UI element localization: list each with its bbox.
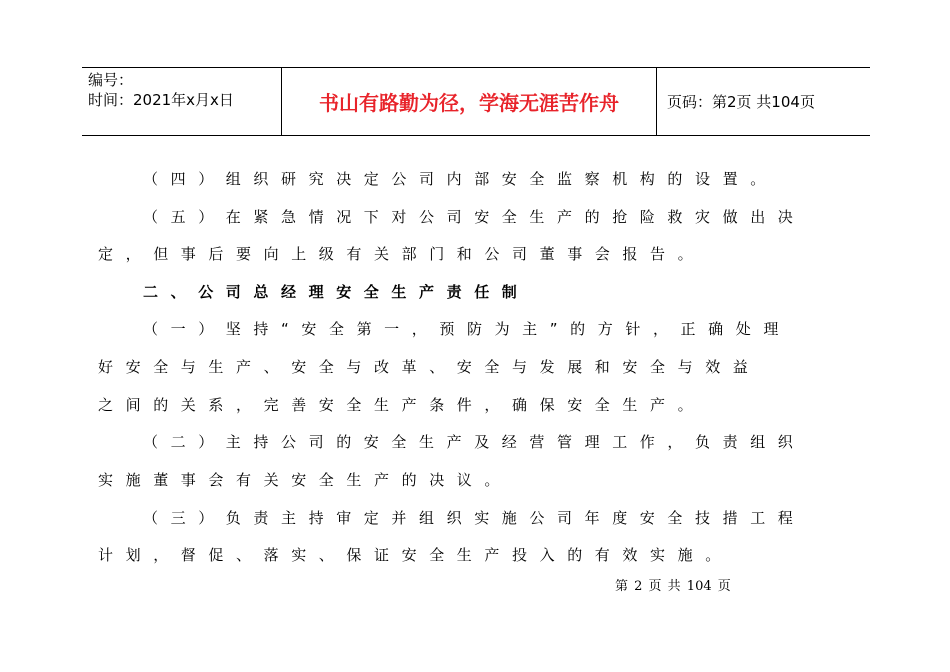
header-meta-cell [82, 68, 282, 135]
paragraph-line: 计划，督促、落实、保证安全生产投入的有效实施。 [98, 546, 733, 564]
paragraph-line: （三）负责主持审定并组织实施公司年度安全技措工程 [143, 509, 806, 527]
page-footer: 第 2 页 共 104 页 [615, 579, 731, 594]
paragraph-line: （二）主持公司的安全生产及经营管理工作，负责组织 [143, 433, 806, 451]
document-header [82, 67, 870, 136]
paragraph-line: 之间的关系，完善安全生产条件，确保安全生产。 [98, 396, 706, 414]
paragraph-line: 实施董事会有关安全生产的决议。 [98, 471, 513, 489]
document-number-label: 编号： [88, 71, 134, 89]
document-time-label: 时间：2021年x月x日 [88, 91, 234, 109]
paragraph-line: 好安全与生产、安全与改革、安全与发展和安全与效益 [98, 358, 761, 376]
paragraph-line: （五）在紧急情况下对公司安全生产的抢险救灾做出决 [143, 208, 806, 226]
paragraph-line: （四）组织研究决定公司内部安全监察机构的设置。 [143, 170, 778, 188]
paragraph-line: 定，但事后要向上级有关部门和公司董事会报告。 [98, 245, 706, 263]
paragraph-line: （一）坚持“安全第一，预防为主”的方针，正确处理 [143, 320, 791, 338]
header-motto: 书山有路勤为径，学海无涯苦作舟 [282, 68, 657, 135]
header-page-code: 页码：第2页 共104页 [667, 93, 815, 111]
section-heading: 二、公司总经理安全生产责任制 [143, 283, 530, 301]
